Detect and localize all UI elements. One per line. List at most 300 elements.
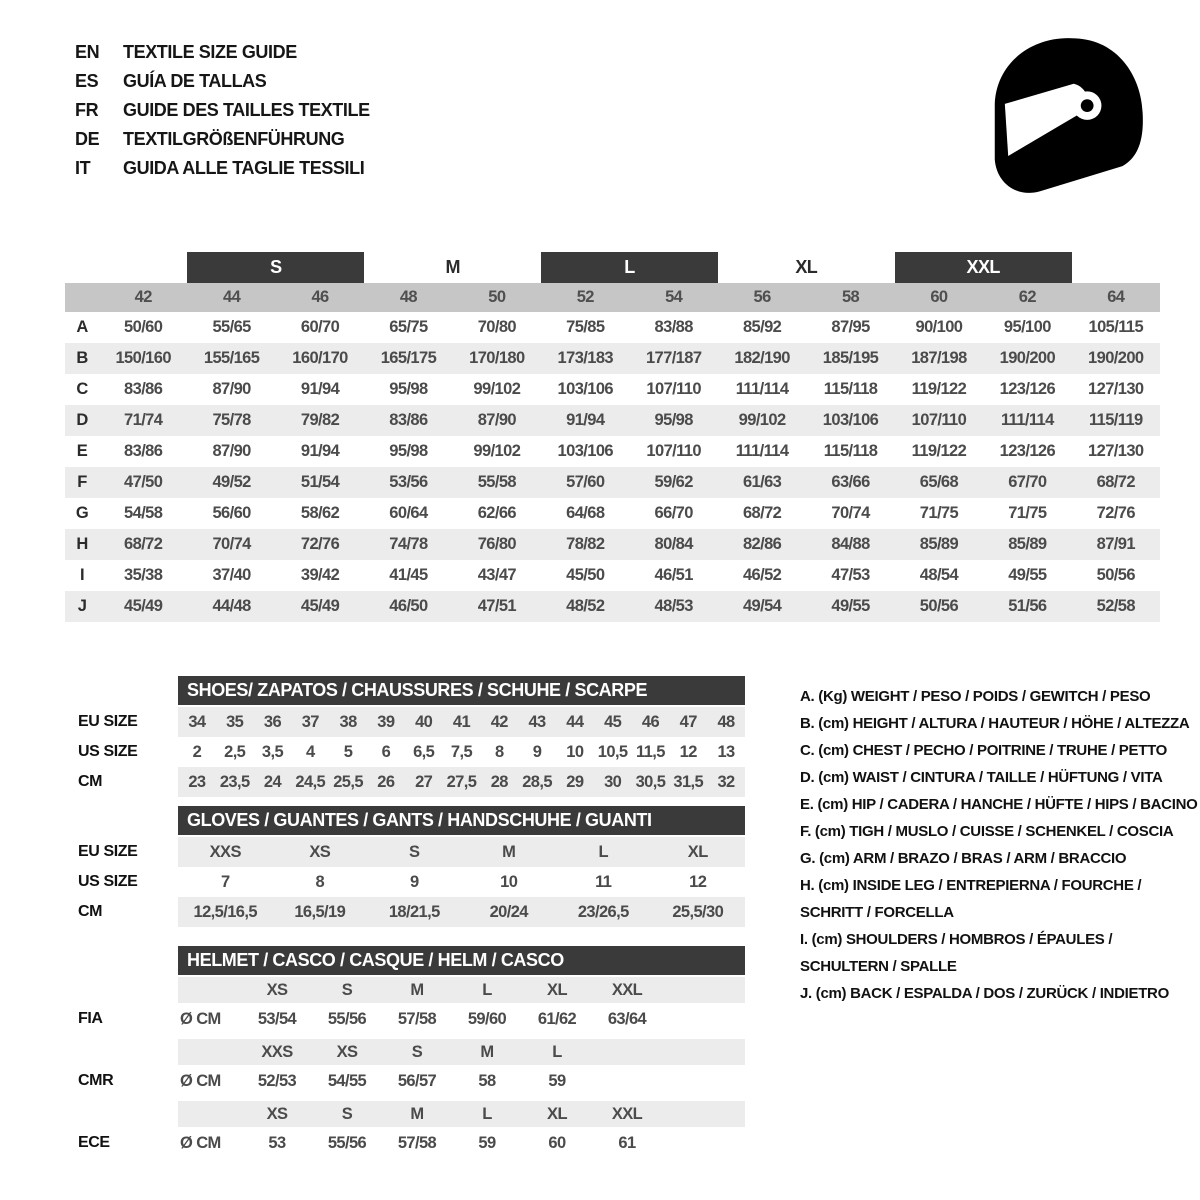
cell: 155/165 (203, 349, 260, 367)
row-letter: A (76, 318, 88, 336)
lang-row-it (75, 154, 370, 183)
cell: M (502, 842, 516, 861)
table-row-a (65, 312, 1160, 343)
legend-line: B. (cm) HEIGHT / ALTURA / HAUTEUR / HÖHE / ALTEZZA (800, 715, 1190, 732)
cell: 39/42 (300, 566, 340, 584)
shoes-us-row (65, 737, 745, 767)
size-label: XXS (261, 1042, 293, 1061)
table-row-d (65, 405, 1160, 436)
cell: 58 (478, 1071, 496, 1090)
cell: 47/51 (477, 597, 517, 615)
cell: 36 (263, 712, 282, 731)
cell: 107/110 (911, 411, 967, 429)
cell: 50/56 (1096, 566, 1135, 584)
size-number: 52 (576, 288, 594, 306)
cell: 58/62 (300, 504, 340, 522)
size-label: S (341, 1104, 353, 1123)
size-label: L (482, 980, 492, 999)
size-label: XXL (611, 980, 643, 999)
cell: 10 (566, 742, 584, 761)
cell: 66/70 (654, 504, 693, 522)
cell: 28 (490, 772, 508, 791)
shoes-us-values (178, 737, 745, 767)
cell: 12,5/16,5 (193, 902, 257, 921)
cell: 160/170 (292, 349, 348, 367)
cell: 44 (566, 712, 584, 731)
cell: 71/75 (919, 504, 959, 522)
row-label (65, 977, 178, 1003)
cmr-sizes-row (65, 1039, 745, 1065)
size-group-band (65, 252, 1160, 283)
table-row-g (65, 498, 1160, 529)
cell: 6,5 (413, 742, 435, 761)
fia-sizes (178, 977, 745, 1003)
cell: 82/86 (742, 535, 782, 553)
cell: 42 (490, 712, 508, 731)
size-group-xl: XL (795, 257, 818, 277)
cell: 61 (618, 1133, 636, 1152)
cell: 46/52 (742, 566, 782, 584)
cell: 62/66 (477, 504, 517, 522)
standard-label-cmr: CMR (78, 1072, 114, 1089)
gloves-us-values (178, 867, 745, 897)
shoes-eu-row (65, 707, 745, 737)
cell: 27 (415, 772, 433, 791)
language-title-list (75, 38, 370, 183)
cell: 61/62 (537, 1009, 577, 1028)
cell: 75/85 (566, 318, 605, 336)
cell: 48/53 (654, 597, 693, 615)
cell: 70/80 (477, 318, 517, 336)
cell: 103/106 (557, 442, 613, 460)
row-label: CM (78, 773, 103, 790)
cell: 63/64 (607, 1009, 647, 1028)
cell: 105/115 (1088, 318, 1144, 336)
cell: 119/122 (911, 442, 967, 460)
cell: 182/190 (734, 349, 790, 367)
cell: 91/94 (300, 442, 340, 460)
cell: 55/58 (477, 473, 517, 491)
lang-row-de (75, 125, 370, 154)
cell: 27,5 (446, 772, 477, 791)
cell: 16,5/19 (294, 902, 346, 921)
cell: 59/60 (467, 1009, 507, 1028)
cell: 50/60 (124, 318, 163, 336)
page-title-it: GUIDA ALLE TAGLIE TESSILI (123, 158, 365, 178)
page-title-fr: GUIDE DES TAILLES TEXTILE (123, 100, 370, 120)
row-label (65, 1101, 178, 1127)
cell: 24 (263, 772, 282, 791)
cell: 23/26,5 (577, 902, 629, 921)
cell: 127/130 (1088, 380, 1144, 398)
cell: 7,5 (450, 742, 473, 761)
cell: 52/58 (1096, 597, 1135, 615)
helmet-title: HELMET / CASCO / CASQUE / HELM / CASCO (187, 950, 564, 970)
gloves-section (65, 806, 745, 927)
size-label: XL (547, 980, 567, 999)
cell: 39 (377, 712, 395, 731)
row-label: US SIZE (78, 873, 138, 890)
row-letter: C (76, 380, 88, 398)
cell: 65/68 (919, 473, 959, 491)
cell: 35/38 (124, 566, 163, 584)
legend-line: F. (cm) TIGH / MUSLO / CUISSE / SCHENKEL / COSCIA (800, 823, 1174, 840)
cell: 11 (595, 872, 612, 891)
size-number: 62 (1018, 288, 1036, 306)
cell: 68/72 (1096, 473, 1135, 491)
fia-values-row (65, 1005, 745, 1033)
cell: 71/74 (124, 411, 163, 429)
cell: L (598, 842, 608, 861)
cell: 2,5 (224, 742, 246, 761)
gloves-section-header (178, 806, 745, 835)
cell: 29 (566, 772, 584, 791)
legend-line: I. (cm) SHOULDERS / HOMBROS / ÉPAULES / (800, 931, 1113, 948)
legend-line: A. (Kg) WEIGHT / PESO / POIDS / GEWITCH / PESO (800, 688, 1151, 705)
cell: 68/72 (742, 504, 782, 522)
cell: 63/66 (831, 473, 870, 491)
lang-code: IT (75, 158, 91, 178)
cell: 38 (339, 712, 357, 731)
cell: 91/94 (300, 380, 340, 398)
cell: 185/195 (822, 349, 879, 367)
cell: 3,5 (261, 742, 284, 761)
cell: 18/21,5 (388, 902, 440, 921)
cell: 123/126 (999, 380, 1056, 398)
cell: 41/45 (389, 566, 428, 584)
cell: 30 (604, 772, 622, 791)
row-letter: F (77, 473, 87, 491)
gloves-us-row (65, 867, 745, 897)
row-label: CM (78, 903, 103, 920)
cell: 20/24 (489, 902, 528, 921)
cell: 59/62 (654, 473, 693, 491)
cell: 11,5 (636, 742, 665, 761)
row-letter: B (76, 349, 88, 367)
lang-code: ES (75, 71, 99, 91)
lang-code: EN (75, 42, 100, 62)
cell: 57/60 (566, 473, 605, 491)
diameter-unit: Ø CM (180, 1133, 221, 1152)
cell: 49/54 (742, 597, 782, 615)
size-label: M (480, 1042, 494, 1061)
cell: 57/58 (397, 1133, 437, 1152)
cell: 87/91 (1096, 535, 1135, 553)
cell: 190/200 (1088, 349, 1144, 367)
cell: 83/86 (124, 442, 163, 460)
cell: 45 (604, 712, 622, 731)
racing-helmet-icon (983, 30, 1151, 198)
legend-line: J. (cm) BACK / ESPALDA / DOS / ZURÜCK / INDIETRO (800, 985, 1169, 1002)
cell: 84/88 (831, 535, 870, 553)
cell: 53 (268, 1133, 286, 1152)
fia-sizes-row (65, 977, 745, 1003)
legend-line: SCHULTERN / SPALLE (800, 958, 957, 975)
size-number: 42 (134, 288, 152, 306)
cell: 52/53 (257, 1071, 297, 1090)
diameter-unit: Ø CM (180, 1071, 221, 1090)
gloves-eu-row (65, 837, 745, 867)
cell: 70/74 (212, 535, 251, 553)
row-label (65, 1039, 178, 1065)
cell: 107/110 (646, 380, 701, 398)
cell: 65/75 (389, 318, 428, 336)
cell: 150/160 (115, 349, 171, 367)
cell: 59 (548, 1071, 566, 1090)
legend-line: E. (cm) HIP / CADERA / HANCHE / HÜFTE / HIPS / BACINO (800, 796, 1198, 813)
cell: 45/49 (300, 597, 340, 615)
size-number: 60 (930, 288, 948, 306)
size-label: XL (547, 1104, 567, 1123)
size-number: 54 (665, 288, 683, 306)
cell: 49/52 (212, 473, 251, 491)
size-label: M (410, 980, 424, 999)
shoes-section-header (178, 676, 745, 705)
table-row-j (65, 591, 1160, 622)
cell: 95/98 (654, 411, 693, 429)
cell: 7 (220, 872, 230, 891)
cell: 170/180 (469, 349, 525, 367)
table-row-b (65, 343, 1160, 374)
row-letter: I (80, 566, 84, 584)
cell: 45/49 (124, 597, 163, 615)
size-number: 56 (753, 288, 771, 306)
cell: 71/75 (1008, 504, 1047, 522)
table-row-e (65, 436, 1160, 467)
cell: 12 (679, 742, 697, 761)
cmr-values-row (65, 1067, 745, 1095)
shoes-eu-values (178, 707, 745, 737)
cell: 187/198 (911, 349, 967, 367)
cell: 47 (679, 712, 697, 731)
cell: 177/187 (645, 349, 702, 367)
cell: 190/200 (999, 349, 1056, 367)
cell: XXS (209, 842, 241, 861)
cell: 26 (377, 772, 395, 791)
cell: 44/48 (212, 597, 251, 615)
cell: 107/110 (646, 442, 701, 460)
cell: 46 (641, 712, 660, 731)
cell: 103/106 (557, 380, 613, 398)
cmr-values (178, 1067, 745, 1095)
cell: 46/51 (654, 566, 693, 584)
cell: 51/56 (1008, 597, 1047, 615)
measurement-rows (65, 312, 1160, 622)
cell: 10 (500, 872, 518, 891)
row-letter: G (75, 504, 89, 522)
size-number: 50 (488, 288, 506, 306)
cell: 75/78 (212, 411, 251, 429)
size-number-band (65, 283, 1160, 312)
cell: 43/47 (477, 566, 517, 584)
cell: 56/57 (397, 1071, 437, 1090)
cell: 83/88 (654, 318, 693, 336)
cell: 55/56 (327, 1133, 367, 1152)
row-label: US SIZE (78, 743, 138, 760)
lang-code: DE (75, 129, 100, 149)
size-group-s: S (187, 252, 364, 283)
cell: 99/102 (738, 411, 786, 429)
size-number: 58 (841, 288, 860, 306)
legend-line: G. (cm) ARM / BRAZO / BRAS / ARM / BRACCIO (800, 850, 1127, 867)
cell: 57/58 (397, 1009, 437, 1028)
cell: 68/72 (124, 535, 163, 553)
table-row-h (65, 529, 1160, 560)
cell: 74/78 (389, 535, 428, 553)
cell: 60/70 (300, 318, 340, 336)
cell: 48 (717, 712, 735, 731)
standard-label-fia: FIA (78, 1010, 103, 1027)
cell: 60/64 (389, 504, 428, 522)
row-letter: D (76, 411, 88, 429)
cell: 49/55 (1008, 566, 1047, 584)
page-title-es: GUÍA DE TALLAS (123, 71, 267, 91)
gloves-eu-values (178, 837, 745, 867)
cell: 12 (689, 872, 707, 891)
legend-line: C. (cm) CHEST / PECHO / POITRINE / TRUHE / PETTO (800, 742, 1168, 759)
cell: 115/119 (1088, 411, 1143, 429)
page-title: TEXTILE SIZE GUIDE (123, 42, 297, 62)
helmet-section (65, 946, 745, 1163)
cell: 95/98 (389, 442, 428, 460)
cell: 59 (478, 1133, 496, 1152)
cell: 28,5 (522, 772, 552, 791)
cell: 90/100 (915, 318, 963, 336)
cell: XL (687, 842, 708, 861)
page-title-de: TEXTILGRÖßENFÜHRUNG (123, 129, 345, 149)
cell: 70/74 (831, 504, 870, 522)
size-number: 44 (223, 288, 241, 306)
cell: 55/65 (212, 318, 251, 336)
measurement-legend (800, 683, 1198, 1007)
cell: 45/50 (566, 566, 605, 584)
size-label: S (341, 980, 353, 999)
cell: 103/106 (822, 411, 879, 429)
helmet-section-header (178, 946, 745, 975)
cell: 123/126 (999, 442, 1056, 460)
shoes-title: SHOES/ ZAPATOS / CHAUSSURES / SCHUHE / SCARPE (187, 680, 648, 700)
cell: 9 (532, 742, 542, 761)
lang-row-en (75, 38, 370, 67)
size-number: 64 (1107, 288, 1125, 306)
cell: 37 (301, 712, 319, 731)
cell: 111/114 (735, 442, 789, 460)
ece-sizes (178, 1101, 745, 1127)
cell: 53/56 (389, 473, 428, 491)
legend-line: H. (cm) INSIDE LEG / ENTREPIERNA / FOURCHE / (800, 877, 1142, 894)
size-label: S (411, 1042, 423, 1061)
legend-line: D. (cm) WAIST / CINTURA / TAILLE / HÜFTUNG / VITA (800, 769, 1163, 786)
size-label: L (552, 1042, 562, 1061)
cell: 173/183 (557, 349, 613, 367)
size-group-l: L (541, 252, 718, 283)
cell: 165/175 (380, 349, 437, 367)
cell: S (409, 842, 420, 861)
size-label: XXL (611, 1104, 643, 1123)
cell: 64/68 (566, 504, 605, 522)
lang-row-fr (75, 96, 370, 125)
row-letter: J (77, 597, 87, 615)
cell: 47/50 (124, 473, 163, 491)
lang-code: FR (75, 100, 99, 120)
gloves-title: GLOVES / GUANTES / GANTS / HANDSCHUHE / GUANTI (187, 810, 652, 830)
cell: 43 (528, 712, 546, 731)
size-label: XS (266, 1104, 288, 1123)
cell: 87/90 (212, 442, 251, 460)
cell: 9 (409, 872, 419, 891)
ece-values (178, 1129, 745, 1157)
cell: 8 (494, 742, 504, 761)
legend-line: SCHRITT / FORCELLA (800, 904, 954, 921)
ece-sizes-row (65, 1101, 745, 1127)
cell: 87/90 (477, 411, 517, 429)
standard-label-ece: ECE (78, 1134, 110, 1151)
gloves-cm-values (178, 897, 745, 927)
cell: 85/89 (919, 535, 959, 553)
cell: 80/84 (654, 535, 693, 553)
cell: 54/58 (124, 504, 163, 522)
cell: 40 (415, 712, 433, 731)
cell: 67/70 (1008, 473, 1047, 491)
cell: 23 (188, 772, 206, 791)
cell: 87/90 (212, 380, 251, 398)
cell: 51/54 (300, 473, 340, 491)
cell: 24,5 (295, 772, 326, 791)
cell: 23,5 (219, 772, 250, 791)
row-label: EU SIZE (78, 843, 138, 860)
cell: 4 (306, 742, 315, 761)
cell: 119/122 (911, 380, 967, 398)
cell: 13 (717, 742, 735, 761)
cell: 25,5 (333, 772, 363, 791)
cell: 85/89 (1008, 535, 1047, 553)
shoes-section (65, 676, 745, 797)
size-group-xxl: XXL (895, 252, 1072, 283)
cell: 48/52 (566, 597, 605, 615)
table-row-i (65, 560, 1160, 591)
lang-row-es (75, 67, 370, 96)
cell: 56/60 (212, 504, 251, 522)
size-group-m: M (445, 257, 460, 277)
spacer (65, 283, 99, 312)
row-letter: E (76, 442, 88, 460)
cell: 76/80 (477, 535, 517, 553)
size-label: M (410, 1104, 424, 1123)
cell: 111/114 (1001, 411, 1054, 429)
cell: 37/40 (212, 566, 251, 584)
size-label: XS (266, 980, 288, 999)
gloves-cm-row (65, 897, 745, 927)
size-label: L (482, 1104, 492, 1123)
cell: 6 (381, 742, 391, 761)
ece-values-row (65, 1129, 745, 1157)
table-row-f (65, 467, 1160, 498)
cell: 115/118 (823, 380, 878, 398)
cell: 95/98 (389, 380, 428, 398)
table-row-c (65, 374, 1160, 405)
cell: 46/50 (389, 597, 428, 615)
cell: 99/102 (473, 380, 521, 398)
fia-values (178, 1005, 745, 1033)
shoes-cm-row (65, 767, 745, 797)
cell: 47/53 (831, 566, 870, 584)
cell: 32 (717, 772, 735, 791)
cell: 78/82 (566, 535, 605, 553)
cell: 91/94 (566, 411, 605, 429)
shoes-cm-values (178, 767, 745, 797)
cell: 85/92 (742, 318, 782, 336)
cell: 127/130 (1088, 442, 1144, 460)
